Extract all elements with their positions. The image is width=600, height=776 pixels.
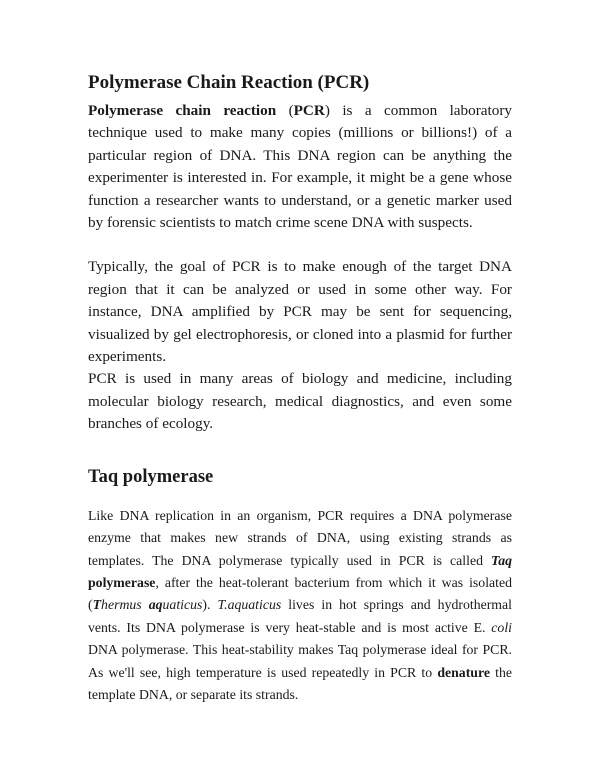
uses-paragraph: PCR is used in many areas of biology and medicine, including molecular biology research, medical diagnostics, and even some branches of ecology.	[88, 370, 512, 433]
taquaticus-italic: T.aquaticus	[217, 597, 282, 613]
taq-heading: Taq polymerase	[88, 466, 214, 487]
coli-italic: coli	[491, 619, 512, 635]
goal-paragraph: Typically, the goal of PCR is to make enough of the target DNA region that it can be analyzed or used in some other way. For instance, DNA amplified by PCR may be sent for sequencing, visualized by gel electrophoresis, or cloned into a plasmid for further experiments.	[88, 258, 512, 366]
abbr-pcr-bold: PCR	[293, 102, 325, 119]
taq-text-1: Like DNA replication in an organism, PCR requires a DNA polymerase enzyme that makes new strands of DNA, using existing strands as templates. The DNA polymerase typically used in PCR is called	[88, 507, 512, 568]
taq-text-5: DNA polymerase. This heat-stability makes Taq polymerase ideal for PCR. As we'll see, high temperature is used repeatedly in PCR to	[88, 642, 512, 680]
document-title: Polymerase Chain Reaction (PCR)	[88, 72, 370, 93]
term-pcr-bold: Polymerase chain reaction	[88, 102, 277, 119]
aquaticus-rest: uaticus	[162, 597, 203, 613]
document-page	[88, 70, 512, 706]
taq-text-2: , after the heat-tolerant bacterium from which it was isolated (	[88, 574, 512, 613]
aquaticus-aq-bold: aq	[148, 597, 163, 613]
taq-italic: Taq	[491, 552, 512, 568]
thermus-rest: hermus	[101, 597, 149, 613]
taq-bold-rest: polymerase	[88, 574, 156, 590]
denature-bold: denature	[437, 664, 490, 680]
thermus-aquaticus-italic	[93, 597, 203, 612]
intro-paragraph	[88, 100, 512, 234]
taq-text-6: the template DNA, or separate its strands.	[88, 664, 512, 702]
intro-open-paren: (	[276, 102, 294, 119]
taq-text-4: lives in hot springs and hydrothermal vents. Its DNA polymerase is very heat-stable and is most active E.	[88, 597, 512, 635]
intro-text: ) is a common laboratory technique used to make many copies (millions or billions!) of a particular region of DNA. This DNA region can be anything the experimenter is interested in. For example, it might be a gene whose function a researcher wants to understand, or a genetic marker used by forensic scientists to match crime scene DNA with suspects.	[88, 102, 512, 232]
taq-text-3: ).	[202, 597, 218, 613]
taq-paragraph	[88, 505, 512, 707]
thermus-t-bold: T	[92, 597, 102, 613]
